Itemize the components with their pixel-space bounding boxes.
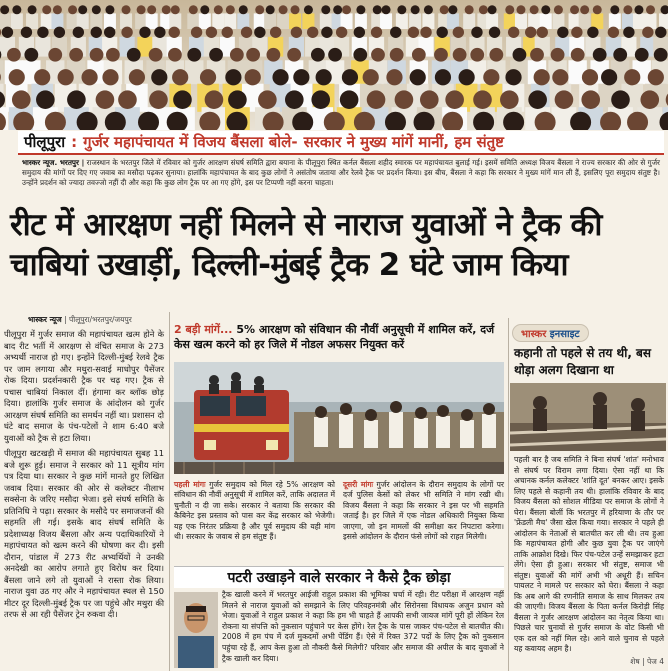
- crowd-person-body: [289, 13, 301, 29]
- crowd-person-head: [448, 5, 457, 14]
- crowd-person-head: [530, 48, 544, 62]
- crowd-person-head: [412, 48, 426, 62]
- crowd-person-body: [579, 13, 591, 29]
- crowd-person-body: [169, 13, 181, 29]
- crowd-person-head: [53, 5, 62, 14]
- crowd-person-body: [396, 13, 408, 29]
- headline-line-2: चाबियां उखाड़ीं, दिल्ली-मुंबई ट्रैक 2 घंटे जाम किया: [10, 247, 568, 283]
- strap-body-text: राजस्थान के भरतपुर जिले में रविवार को गुर्जर आरक्षण संघर्ष समिति द्वारा बयाना के पीलूपुरा स्थित कर्नल बैंसला शहीद स्मारक पर महापंचायत बुलाई गई। इसमें समिति अध्यक्ष विजय बैंसला ने राज्य सरकार की ओर से गुर्जर समुदाय की मांगों पर दिए गए जवाब का मसौदा पढ़कर सुनाया। हालांकि महापंचायत के बाद कुछ लोगों ने असंतोष जताया और रेलवे ट्रैक पर प्रदर्शन किया। इस बीच, बैंसला ने कहा कि सरकार ने मुख्य मांगें मान ली हैं, इसलिए पूरा समुदाय संतुष्ट है। उन्होंने प्रदर्शन को ज्यादा तवज्जो नहीं दी और कहा कि कुछ लोग ट्रैक पर आ गए होंगे, इस पर टिप्पणी नहीं करना चाहता।: [22, 158, 660, 187]
- continued-marker: शेष | पेज 4: [630, 657, 664, 666]
- crowd-person-body: [212, 13, 224, 29]
- center-kicker: [172, 322, 506, 352]
- crowd-person-head: [28, 5, 37, 14]
- strap-colon: :: [71, 133, 78, 151]
- crowd-person-head: [534, 69, 550, 85]
- crowd-person-head: [410, 69, 426, 85]
- crowd-person-head: [81, 69, 97, 85]
- column-rule: [169, 312, 170, 671]
- crowd-person-head: [105, 5, 114, 14]
- crowd-person-head: [571, 48, 585, 62]
- crowd-person-head: [121, 27, 132, 38]
- crowd-person-body: [447, 13, 459, 29]
- crowd-person-head: [154, 27, 165, 38]
- crowd-person-head: [171, 5, 180, 14]
- crowd-person-head: [551, 48, 565, 62]
- track-illustration: [510, 383, 666, 451]
- strap-headline-b: सरकार ने मुख्य मांगें मानीं, हम संतुष्ट: [303, 133, 504, 151]
- crowd-photo: [0, 0, 668, 130]
- crowd-person-head: [106, 48, 120, 62]
- crowd-person-head: [58, 69, 74, 85]
- crowd-person-head: [9, 69, 25, 85]
- crowd-person-head: [465, 5, 474, 14]
- crowd-person-head: [640, 90, 659, 109]
- crowd-person-head: [200, 5, 209, 14]
- crowd-person-head: [209, 48, 223, 62]
- crowd-person-head: [149, 90, 168, 109]
- crowd-person-head: [610, 5, 619, 14]
- crowd-person-head: [593, 48, 607, 62]
- crowd-person-body: [11, 13, 23, 29]
- crowd-person-head: [245, 69, 261, 85]
- crowd-person-head: [129, 69, 145, 85]
- badge-brand: भास्कर: [521, 329, 547, 340]
- demand-1: [174, 480, 335, 560]
- crowd-person-head: [489, 27, 500, 38]
- crowd-person-head: [254, 27, 265, 38]
- crowd-person-head: [73, 27, 84, 38]
- crowd-person-head: [654, 48, 668, 62]
- track-photo: [510, 383, 666, 451]
- demand-1-text: गुर्जर समुदाय को मिल रहे 5% आरक्षण को संविधान की नौवीं अनुसूची में शामिल करें, ताकि अदालत में चुनौती न दी जा सके। सरकार ने बताया कि सरकार की कैबिनेट इस प्रस्ताव को पास कर केंद्र सरकार को भेजेगी। यह एक निरंतर प्रक्रिया है और पूर्व समुदाय की यही मांग थी। सरकार के जवाब से हम संतुष्ट हैं।: [174, 480, 336, 542]
- crowd-person-head: [437, 27, 448, 38]
- crowd-person-head: [445, 90, 464, 109]
- strap-headline-bar: [18, 131, 664, 155]
- crowd-person-head: [21, 27, 32, 38]
- crowd-person-head: [373, 5, 382, 14]
- byline-source: भास्कर न्यूज: [28, 315, 62, 324]
- crowd-person-head: [69, 48, 83, 62]
- crowd-person-head: [601, 69, 617, 85]
- crowd-person-head: [37, 27, 48, 38]
- crowd-person-body: [355, 13, 367, 29]
- crowd-person-head: [316, 69, 332, 85]
- crowd-person-head: [92, 5, 101, 14]
- crowd-person-head: [489, 48, 503, 62]
- crowd-person-head: [635, 48, 649, 62]
- crowd-person-head: [34, 69, 50, 85]
- byline: [0, 312, 168, 329]
- crowd-person-head: [187, 48, 201, 62]
- crowd-person-head: [67, 90, 86, 109]
- crowd-person-head: [151, 69, 167, 85]
- crowd-person-head: [371, 27, 382, 38]
- crowd-person-body: [0, 13, 11, 29]
- left-column: [0, 312, 168, 671]
- strap-dateline: भास्कर न्यूज. भरतपुर |: [22, 158, 85, 167]
- train-protest-illustration: [174, 362, 504, 474]
- crowd-person-head: [225, 69, 241, 85]
- crowd-person-head: [147, 5, 156, 14]
- crowd-person-body: [146, 13, 158, 29]
- crowd-person-head: [611, 90, 630, 109]
- crowd-person-head: [311, 90, 330, 109]
- crowd-person-head: [255, 5, 264, 14]
- crowd-person-head: [646, 5, 655, 14]
- crowd-person-head: [434, 48, 448, 62]
- crowd-person-head: [570, 5, 579, 14]
- column-rule: [508, 318, 509, 671]
- crowd-person-head: [525, 27, 536, 38]
- crowd-person-body: [26, 13, 38, 29]
- sub-body: ट्रैक खाली करने में भरतपुर आईजी राहुल प्रकाश की भूमिका चर्चा में रही। रीट परीक्षा में आरक्षण नहीं मिलने से नाराज युवाओं को समझाने के लिए परिवहनमंत्री और सिरोनसा विधायक अजुन प्रधान को भेजा। युवाओं ने राहुल प्रकाश ने कहा कि हम भी चाहते हैं आपकी सभी जायज मांगें पूरी हों लेकिन रेल रोकना या संपत्ति को नुकसान पहुंचाने पर केस होंगे। रेल ट्रैक के पास जाकर पंच-पटेल से बातचीत की। 2008 में हम पंच में दर्ज मुकदमों अभी पेंडिंग हैं। ऐसे में रिक्त 372 पदों के लिए ट्रैक को नुकसान पहुंचा रहे हैं, आप केस हुआ तो नौकरी कैसे मिलेगी? परिवार और समाज की अपील के बाद युवाओं ने ट्रैक खाली कर दिया।: [222, 590, 504, 663]
- crowd-person-head: [279, 5, 288, 14]
- portrait-photo: [174, 592, 218, 668]
- crowd-person-head: [96, 90, 115, 109]
- crowd-person-head: [90, 48, 104, 62]
- demand-2-label: दूसरी मांगः: [343, 480, 374, 489]
- crowd-person-head: [321, 27, 332, 38]
- crowd-person-head: [342, 69, 358, 85]
- crowd-person-body: [264, 13, 276, 29]
- crowd-person-head: [0, 5, 9, 14]
- crowd-person-head: [367, 90, 386, 109]
- crowd-person-head: [137, 5, 146, 14]
- crowd-person-head: [340, 90, 359, 109]
- crowd-person-head: [191, 27, 202, 38]
- crowd-person-head: [291, 27, 302, 38]
- crowd-person-body: [277, 13, 289, 29]
- crowd-person-body: [633, 13, 645, 29]
- crowd-person-head: [7, 48, 21, 62]
- crowd-person-head: [440, 5, 449, 14]
- crowd-person-head: [483, 69, 499, 85]
- crowd-person-head: [293, 69, 309, 85]
- crowd-person-head: [354, 27, 365, 38]
- crowd-person-head: [479, 5, 488, 14]
- byline-places: | पीलूपुरा/भरतपुर/जयपुर: [64, 315, 132, 324]
- crowd-person-head: [102, 69, 118, 85]
- crowd-person-head: [214, 5, 223, 14]
- crowd-person-head: [311, 48, 325, 62]
- crowd-person-head: [500, 90, 519, 109]
- crowd-person-head: [258, 90, 277, 109]
- crowd-person-head: [266, 5, 275, 14]
- crowd-person-head: [169, 27, 180, 38]
- crowd-person-head: [386, 69, 402, 85]
- crowd-person-head: [2, 27, 13, 38]
- insight-body: पहली बार है जब समिति ने बिना संघर्ष 'शांत' मनोभाव से संघर्ष पर विराम लगा दिया। ऐसा नहीं था कि अचानक कर्नल कलेक्टर 'शांति दूत' बनकर आए। इसके लिए पहले से कहानी तय थी। हालांकि रविवार के बाद विजय बैंसला को सोशल मीडिया पर समाज के लोगों ने घेरा। बैंसला बोलीं कि भरतपुर में हरियाणा के तौर पर 'फ्रेंडली मैच' जैसा खेल किया गया। सरकार ने पहले ही आंदोलन के नेताओं से बातचीत कर ली थी। तय हुआ कि महापंचायत होगी और कुछ युवा ट्रैक पर जाएंगे ताकि आक्रोश दिखे। फिर पंच-पटेल उन्हें समझाकर हटा लेंगे। ऐसा ही हुआ। सरकार भी संतुष्ट, समाज भी संतुष्ट। युवाओं की मांगें अभी भी अधूरी हैं। सचिन पायलट ने मामले पर सरकार को घेरा। बैंसला ने कहा कि अब आगे की रणनीति समाज के साथ मिलकर तय की जाएगी। विजय बैंसला के पिता कर्नल किरोड़ी सिंह बैंसला ने गुर्जर आरक्षण आंदोलन का नेतृत्व किया था। पिछले चार चुनावों से गुर्जर समाज के वोट किसी भी एक दल को नहीं मिल रहे। आने वाले चुनाव से पहले यह कवायद अहम है।: [514, 455, 664, 653]
- crowd-person-head: [580, 5, 589, 14]
- strap-headline-a: गुर्जर महापंचायत में विजय बैंसला बोले-: [83, 133, 298, 151]
- crowd-person-head: [48, 48, 62, 62]
- left-paragraph-2: पीलूपुरा खटखड़ी में समाज की महापंचायत सुबह 11 बजे शुरू हुई। समाज ने सरकार को 11 सूत्रीय मांग पत्र दिया था। सरकार ने कुछ मांगें मानते हुए लिखित जवाब दिया। सरकार की ओर से कलेक्टर नीलाभ सक्सेना के जरिए मसौदा भेजा। इसे संघर्ष समिति के प्रतिनिधि ने पढ़ा। सरकार के मसौदे पर समाजजनों की सहमति ली गई। इसके बाद संघर्ष समिति के प्रदेशाध्यक्ष विजय बैंसला और अन्य पदाधिकारियों ने महापंचायत को खत्म करने की घोषणा कर दी। इसी दौरान, पांडाल में 273 रीट अभ्यर्थियों ने उनकी अनदेखी का आरोप लगाते हुए विरोध कर दिया। बैंसला जाने लगे तो युवाओं ने रास्ता रोक लिया। नाराज युवा उठ गए और ने महापंचायत स्थल से 150 मीटर दूर दिल्ली-मुंबई ट्रैक पर जा पहुंचे और मथुरा की तरफ से आ रही पैसेंजर ट्रेन रुकवा दी।: [4, 448, 164, 619]
- crowd-person-head: [608, 27, 619, 38]
- crowd-person-head: [104, 27, 115, 38]
- headline-line-1: रीट में आरक्षण नहीं मिलने से नाराज युवाओं ने ट्रैक की: [10, 207, 602, 243]
- crowd-person-head: [272, 69, 288, 85]
- crowd-person-head: [516, 5, 525, 14]
- crowd-person-head: [371, 48, 385, 62]
- crowd-person-head: [356, 5, 365, 14]
- crowd-person-head: [228, 90, 247, 109]
- crowd-person-head: [149, 48, 163, 62]
- crowd-person-head: [382, 5, 391, 14]
- crowd-person-head: [127, 48, 141, 62]
- crowd-person-head: [613, 48, 627, 62]
- crowd-person-head: [307, 27, 318, 38]
- crowd-person-head: [230, 48, 244, 62]
- crowd-person-head: [205, 90, 224, 109]
- crowd-person-head: [634, 5, 643, 14]
- crowd-person-body: [120, 13, 132, 29]
- crowd-person-head: [424, 5, 433, 14]
- crowd-person-head: [285, 90, 304, 109]
- crowd-person-head: [287, 48, 301, 62]
- crowd-photo-illustration: [0, 0, 668, 130]
- insight-badge: [512, 324, 589, 342]
- train-protest-photo: [174, 362, 504, 474]
- crowd-person-head: [168, 48, 182, 62]
- crowd-person-body: [320, 13, 332, 29]
- crowd-person-head: [555, 90, 574, 109]
- crowd-person-head: [91, 27, 102, 38]
- kicker-red: 2 बड़ी मांगें...: [174, 323, 233, 336]
- crowd-person-body: [644, 13, 656, 29]
- crowd-person-body: [463, 13, 475, 29]
- demand-2-text: गुर्जर आंदोलन के दौरान समुदाय के लोगों पर दर्ज पुलिस केसों को लेकर भी समिति ने मांग रखी थी। विजय बैंसला ने कहा कि सरकार ने इस पर भी सहमति जताई है। हर जिले में एक नोडल अधिकारी नियुक्त किया जाएगा, जो इन मामलों की समीक्षा कर निपटारा करेगा। इससे आंदोलन के दौरान फंसे लोगों को राहत मिलेगी।: [343, 480, 505, 542]
- crowd-person-head: [397, 5, 406, 14]
- crowd-person-body: [0, 60, 4, 84]
- crowd-person-body: [380, 13, 392, 29]
- right-column: [510, 322, 668, 671]
- crowd-person-head: [200, 69, 216, 85]
- crowd-person-body: [224, 13, 236, 29]
- badge-insight: इनसाइट: [549, 329, 580, 340]
- sub-headline: [174, 566, 504, 588]
- crowd-person-head: [420, 90, 439, 109]
- crowd-person-head: [642, 27, 653, 38]
- crowd-person-head: [587, 27, 598, 38]
- crowd-person-head: [505, 69, 521, 85]
- crowd-person-head: [12, 90, 31, 109]
- demands-columns: [174, 480, 504, 560]
- crowd-person-head: [453, 27, 464, 38]
- crowd-person-head: [390, 27, 401, 38]
- crowd-person-head: [122, 5, 131, 14]
- crowd-person-head: [68, 5, 77, 14]
- crowd-person-head: [528, 90, 547, 109]
- strap-body: [18, 158, 664, 198]
- crowd-person-head: [291, 5, 300, 14]
- crowd-person-head: [395, 90, 414, 109]
- crowd-person-head: [648, 69, 664, 85]
- crowd-person-head: [266, 48, 280, 62]
- crowd-person-head: [453, 48, 467, 62]
- crowd-person-head: [246, 48, 260, 62]
- crowd-person-head: [172, 69, 188, 85]
- left-paragraph-1: पीलूपुरा में गुर्जर समाज की महापंचायत खत्म होने के बाद रीट भर्ती में आरक्षण से वंचित समाज के 273 अभ्यर्थी नाराज हो गए। इन्होंने दिल्ली-मुंबई रेलवे ट्रैक पर जाम लगाया और मथुरा-सवाई माधोपुर पैसेंजर रोक दिया। प्रदर्शनकारी ट्रैक पर चढ़ गए। ट्रैक से पचास चाबियां निकाल दीं। हंगामा कर ब्लॉक छोड़ दिया। हालांकि गुर्जर समाज के आंदोलन को गुर्जर आरक्षण संघर्ष समिति का समर्थन नहीं था। प्रशासन दो घंटे बाद समाज के पंच-पटेलों ने शाम 6:40 बजे युवाओं को ट्रैक से हटा लिया।: [4, 329, 164, 443]
- crowd-person-head: [342, 5, 351, 14]
- crowd-person-head: [328, 48, 342, 62]
- crowd-person-body: [51, 13, 63, 29]
- crowd-person-head: [508, 27, 519, 38]
- crowd-person-head: [78, 5, 87, 14]
- crowd-person-head: [623, 5, 632, 14]
- crowd-person-head: [411, 5, 420, 14]
- portrait-illustration: [174, 592, 218, 668]
- crowd-person-head: [353, 48, 367, 62]
- crowd-person-head: [552, 69, 568, 85]
- crowd-person-head: [24, 48, 38, 62]
- crowd-person-head: [557, 27, 568, 38]
- crowd-person-head: [321, 5, 330, 14]
- crowd-person-head: [54, 27, 65, 38]
- crowd-person-body: [515, 13, 527, 29]
- crowd-person-head: [189, 5, 198, 14]
- crowd-person-head: [488, 5, 497, 14]
- crowd-person-head: [304, 5, 313, 14]
- crowd-person-body: [486, 13, 498, 29]
- crowd-person-body: [199, 13, 211, 29]
- crowd-person-head: [505, 5, 514, 14]
- crowd-person-head: [36, 90, 55, 109]
- crowd-person-head: [513, 48, 527, 62]
- crowd-person-head: [554, 5, 563, 14]
- crowd-person-head: [537, 27, 548, 38]
- crowd-person-head: [222, 27, 233, 38]
- crowd-person-head: [530, 5, 539, 14]
- crowd-person-head: [139, 27, 150, 38]
- crowd-person-head: [336, 27, 347, 38]
- crowd-person-head: [655, 27, 666, 38]
- crowd-person-head: [571, 27, 582, 38]
- crowd-person-head: [239, 5, 248, 14]
- insight-headline: कहानी तो पहले से तय थी, बस थोड़ा अलग दिखाना था: [514, 346, 652, 377]
- crowd-person-head: [420, 27, 431, 38]
- kicker-text: 5% आरक्षण को संविधान की नौवीं अनुसूची में शामिल करें, दर्ज केस खत्म करने को हर जिले में नोडल अफसर नियुक्त करें: [174, 323, 495, 351]
- demand-1-label: पहली मांगः: [174, 480, 206, 489]
- center-block: [172, 322, 506, 671]
- crowd-person-head: [473, 90, 492, 109]
- crowd-person-head: [173, 90, 192, 109]
- crowd-person-body: [609, 13, 621, 29]
- crowd-person-head: [333, 5, 342, 14]
- crowd-person-body: [422, 13, 434, 29]
- sub-headline-text: पटरी उखाड़ने वाले सरकार ने कैसे ट्रैक छोड़ा: [227, 570, 451, 586]
- crowd-person-head: [470, 48, 484, 62]
- demand-2: [343, 480, 504, 560]
- crowd-person-head: [581, 90, 600, 109]
- crowd-person-head: [582, 69, 598, 85]
- crowd-person-head: [593, 5, 602, 14]
- crowd-person-head: [206, 27, 217, 38]
- strap-place: पीलूपुरा: [24, 133, 66, 151]
- crowd-person-head: [541, 5, 550, 14]
- crowd-person-head: [226, 5, 235, 14]
- crowd-person-head: [241, 27, 252, 38]
- crowd-person-head: [12, 5, 21, 14]
- main-headline: [10, 205, 660, 285]
- crowd-person-head: [435, 69, 451, 85]
- crowd-person-head: [118, 90, 137, 109]
- crowd-person-head: [270, 27, 281, 38]
- crowd-person-head: [162, 5, 171, 14]
- crowd-person-head: [459, 69, 475, 85]
- crowd-person-body: [622, 13, 634, 29]
- crowd-person-head: [623, 27, 634, 38]
- crowd-person-head: [624, 69, 640, 85]
- crowd-person-head: [42, 5, 51, 14]
- crowd-person-head: [471, 27, 482, 38]
- crowd-person-head: [363, 69, 379, 85]
- crowd-person-head: [390, 48, 404, 62]
- crowd-person-head: [408, 27, 419, 38]
- crowd-person-body: [409, 13, 421, 29]
